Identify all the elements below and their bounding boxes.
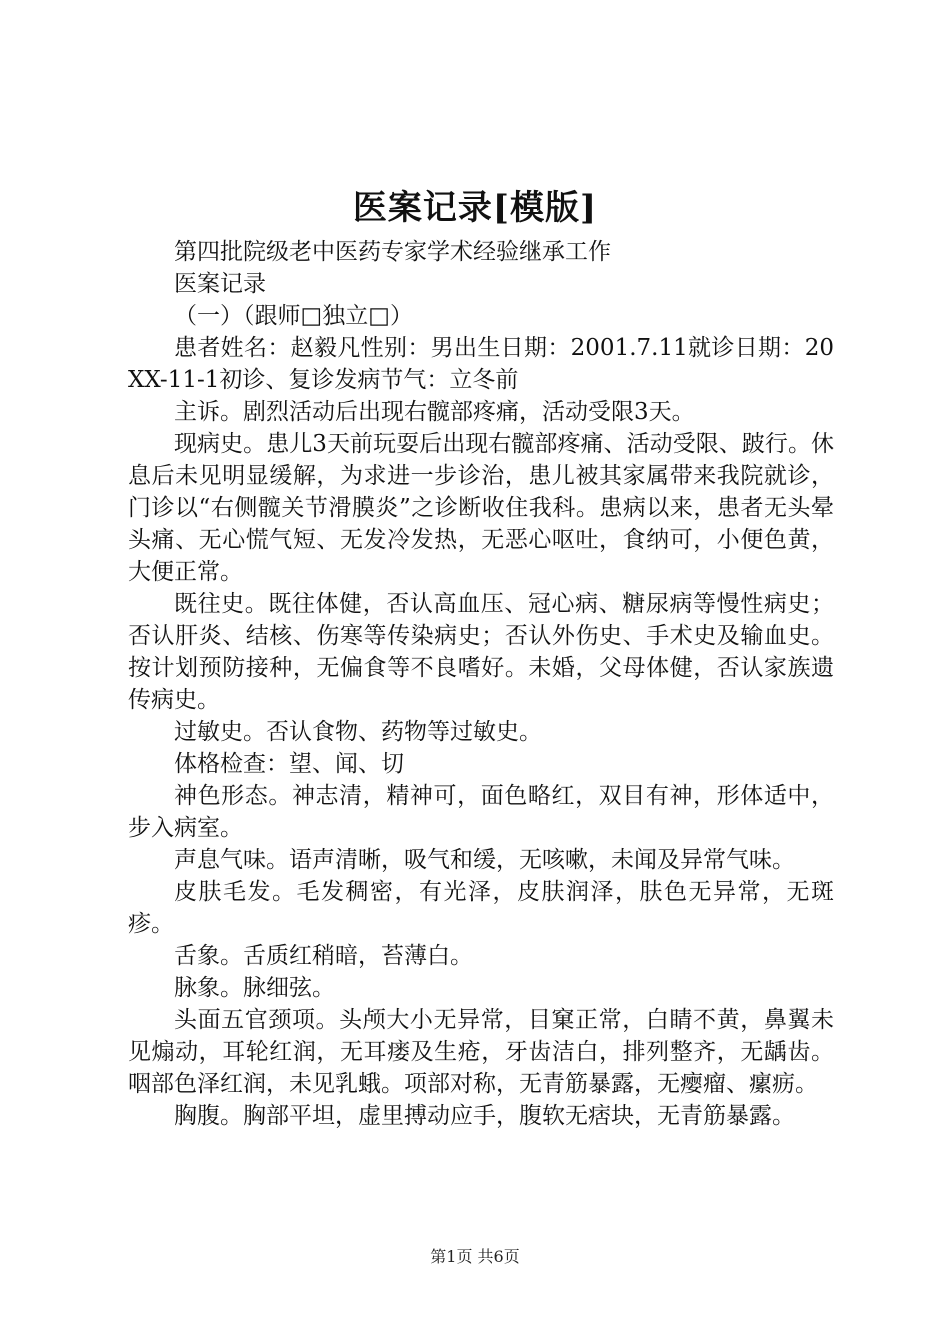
paragraph-tongue: 舌象。舌质红稍暗，苔薄白。	[174, 943, 473, 969]
paragraph-record-heading: 医案记录	[174, 271, 266, 297]
paragraph-project-name: 第四批院级老中医药专家学术经验继承工作	[174, 239, 611, 265]
paragraph-past-history: 既往史。既往体健，否认高血压、冠心病、糖尿病等慢性病史；否认肝炎、结核、伤寒等传染病史；否认外伤史、手术史及输血史。按计划预防接种，无偏食等不良嗜好。未婚，父母体健，否认家族遗传病史。	[128, 591, 834, 713]
page-footer: 第1页 共6页	[430, 1247, 520, 1266]
paragraph-physical-exam: 体格检查：望、闻、切	[174, 751, 404, 777]
paragraph-head-face-neck: 头面五官颈项。头颅大小无异常，目窠正常，白睛不黄，鼻翼未见煽动，耳轮红润，无耳瘘及生疮，牙齿洁白，排列整齐，无龋齿。咽部色泽红润，未见乳蛾。项部对称，无青筋暴露，无瘿瘤、瘰疬。	[128, 1007, 834, 1097]
paragraph-voice-odor: 声息气味。语声清晰，吸气和缓，无咳嗽，未闻及异常气味。	[174, 847, 795, 873]
paragraph-skin-hair: 皮肤毛发。毛发稠密，有光泽，皮肤润泽，肤色无异常，无斑疹。	[128, 879, 834, 937]
paragraph-chest-abdomen: 胸腹。胸部平坦，虚里搏动应手，腹软无痞块，无青筋暴露。	[174, 1103, 795, 1129]
paragraph-appearance: 神色形态。神志清，精神可，面色略红，双目有神，形体适中，步入病室。	[128, 783, 834, 841]
paragraph-record-type: （一）（跟师□独立□）	[174, 303, 413, 329]
paragraph-pulse: 脉象。脉细弦。	[174, 975, 335, 1001]
document-title: 医案记录[模版]	[352, 188, 598, 228]
paragraph-chief-complaint: 主诉。剧烈活动后出现右髋部疼痛，活动受限3天。	[174, 399, 695, 425]
document-body	[128, 236, 834, 1132]
paragraph-allergy-history: 过敏史。否认食物、药物等过敏史。	[174, 719, 542, 745]
paragraph-present-illness: 现病史。患儿3天前玩耍后出现右髋部疼痛、活动受限、跛行。休息后未见明显缓解，为求进一步诊治，患儿被其家属带来我院就诊，门诊以“右侧髋关节滑膜炎”之诊断收住我科。患病以来，患者无头晕头痛、无心慌气短、无发冷发热，无恶心呕吐，食纳可，小便色黄，大便正常。	[128, 431, 834, 585]
paragraph-patient-info: 患者姓名：赵毅凡性别：男出生日期：2001.7.11就诊日期：20XX-11-1初诊、复诊发病节气：立冬前	[128, 335, 834, 393]
